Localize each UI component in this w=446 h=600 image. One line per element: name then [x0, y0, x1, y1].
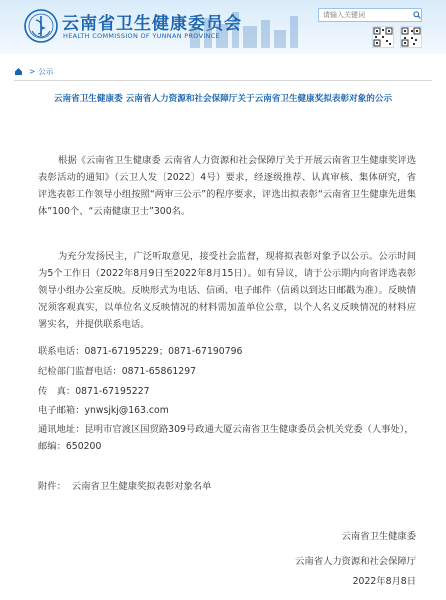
- weibo-qr-code-icon[interactable]: [400, 26, 422, 48]
- signatory-hr-department: 云南省人力资源和社会保障厅: [295, 556, 416, 567]
- contact-discipline-label: 纪检部门监督电话：: [38, 366, 122, 377]
- site-header: [0, 0, 446, 54]
- contact-fax-label: 传 真：: [38, 386, 76, 397]
- health-commission-logo-icon[interactable]: [24, 9, 58, 43]
- breadcrumb-item-notice[interactable]: 公示: [38, 67, 54, 76]
- breadcrumb-separator: >: [29, 67, 36, 76]
- contact-discipline-phone: [38, 363, 418, 380]
- search-icon: [413, 11, 421, 19]
- contact-discipline-value: 0871-65861297: [121, 366, 197, 377]
- publish-date: 2022年8月8日: [352, 576, 416, 587]
- attachment: [38, 478, 211, 495]
- attachment-label: 附件：: [38, 481, 66, 492]
- contact-email-label: 电子邮箱：: [38, 405, 85, 416]
- contact-email-value[interactable]: ynwsjkj@163.com: [84, 405, 169, 416]
- breadcrumb: [14, 66, 53, 77]
- contact-fax-value: 0871-67195227: [75, 386, 150, 397]
- article-paragraph-2: 为充分发扬民主，广泛听取意见，接受社会监督，现将拟表彰对象予以公示。公示时间为5个工作日（2022年8月9日至2022年8月15日）。如有异议，请于公示期内向省评选表彰领导小组办公室反映。反映形式为电话、信函、电子邮件（信函以到达日邮戳为准）。反映情况须客观真实，以单位名义反映情况的材料需加盖单位公章，以个人名义反映情况的材料应署实名，并提供联系电话。: [38, 251, 416, 330]
- article-title: 云南省卫生健康委 云南省人力资源和社会保障厅关于云南省卫生健康奖拟表彰对象的公示: [53, 94, 393, 104]
- contact-phone-label: 联系电话：: [38, 346, 85, 357]
- home-icon[interactable]: [14, 67, 23, 76]
- signatory-health-commission: 云南省卫生健康委: [341, 531, 416, 542]
- article-paragraph-1: 根据《云南省卫生健康委 云南省人力资源和社会保障厅关于开展云南省卫生健康奖评选表彰活动的通知》（云卫人发〔2022〕4号）要求，经逐级推荐、认真审核、集体研究，省评选表彰工作领导小组按照“两审三公示”的程序要求，评选出拟表彰“云南省卫生健康先进集体”100个、“云南健康卫士”300名。: [38, 155, 416, 217]
- contact-phone-value: 0871-67195229；0871-67190796: [84, 346, 243, 357]
- contact-fax: [38, 383, 418, 400]
- content-divider: [14, 80, 432, 81]
- search-button[interactable]: [412, 9, 421, 21]
- contact-address-label: 通讯地址：: [38, 424, 85, 435]
- contact-phone: [38, 343, 418, 360]
- search-input[interactable]: [318, 8, 422, 22]
- site-title[interactable]: 云南省卫生健康委员会: [62, 14, 242, 34]
- contact-address-value: 昆明市官渡区国贸路309号政通大厦云南省卫生健康委员会机关党委（人事处），邮编：650200: [38, 424, 414, 452]
- contact-address: [38, 421, 418, 455]
- contact-email: [38, 402, 418, 419]
- site-subtitle: HEALTH COMMISSION OF YUNNAN PROVINCE: [63, 32, 220, 40]
- wechat-qr-code-icon[interactable]: [372, 26, 394, 48]
- attachment-link[interactable]: 云南省卫生健康奖拟表彰对象名单: [71, 481, 212, 492]
